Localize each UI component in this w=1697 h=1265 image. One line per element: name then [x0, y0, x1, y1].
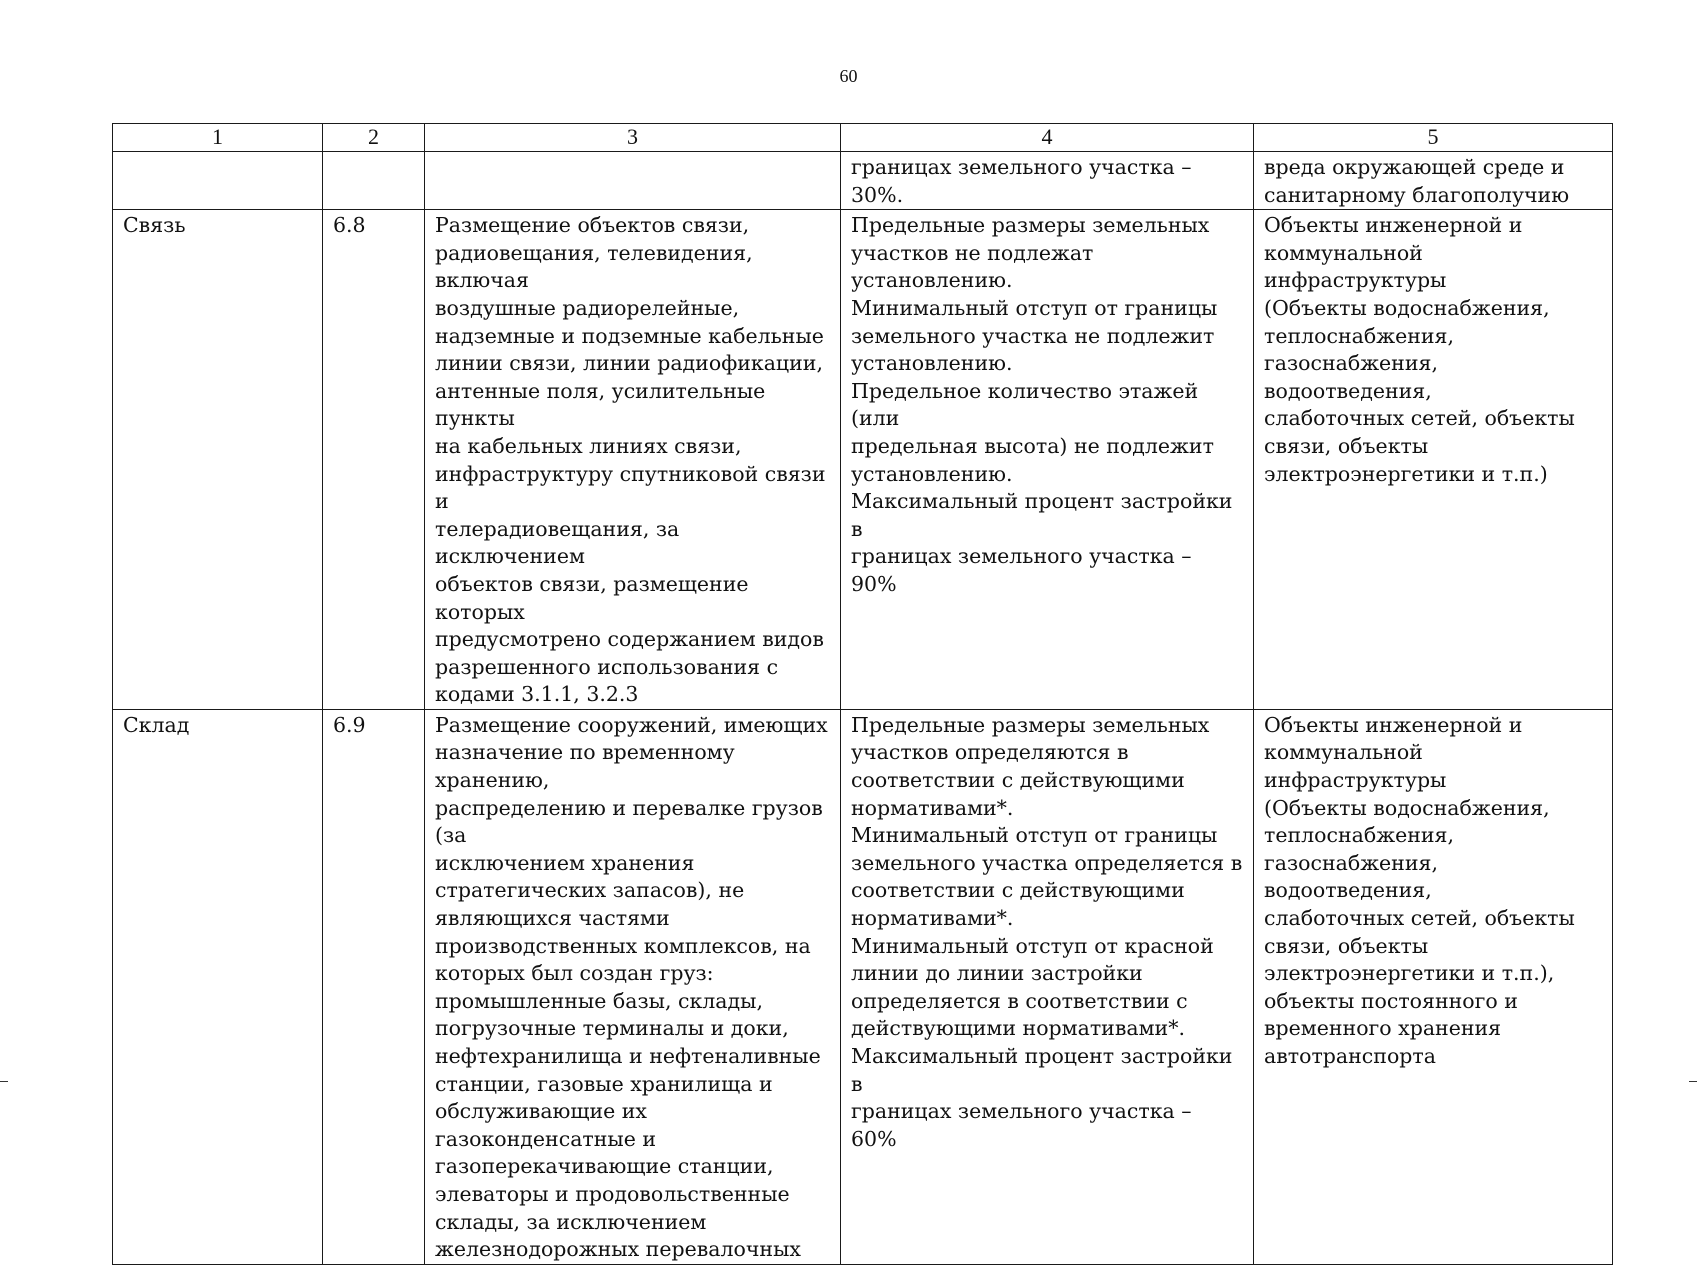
table-row-continuation [113, 152, 1613, 210]
land-use-code-cell: 6.9 [323, 709, 425, 1264]
land-use-description-cell: Размещение объектов связи, радиовещания, телевидения, включая воздушные радиорелейные, надземные и подземные кабельные линии связи, линии радиофикации, антенные поля, усилительные пункты на кабельных линиях связи, инфраструктуру спутниковой связи и телерадиовещания, за исключением объектов связи, размещение которых предусмотрено содержанием видов разрешенного использования с кодами 3.1.1, 3.2.3 [425, 210, 841, 710]
land-use-code-cell: 6.8 [323, 210, 425, 710]
column-number-row [113, 124, 1613, 152]
parameters-cell: Предельные размеры земельных участков не подлежат установлению. Минимальный отступ от границы земельного участка не подлежит установлению. Предельное количество этажей (или предельная высота) не подлежит установлению. Максимальный процент застройки в границах земельного участка – 90% [841, 210, 1254, 710]
parameters-cell: Предельные размеры земельных участков определяются в соответствии с действующими нормативами*. Минимальный отступ от границы земельного участка определяется в соответствии с действующими нормативами*. Минимальный отступ от красной линии до линии застройки определяется в соответствии с действующими нормативами*. Максимальный процент застройки в границах земельного участка – 60% [841, 709, 1254, 1264]
column-header-3: 3 [425, 124, 841, 152]
land-use-description-cell [425, 152, 841, 210]
auxiliary-use-cell: вреда окружающей среде и санитарному благополучию [1254, 152, 1613, 210]
table-row-warehouse [113, 709, 1613, 1264]
land-use-table [112, 123, 1613, 1265]
scan-mark-left [0, 1081, 8, 1082]
scan-mark-right [1689, 1081, 1697, 1082]
auxiliary-use-cell: Объекты инженерной и коммунальной инфраструктуры (Объекты водоснабжения, теплоснабжения, газоснабжения, водоотведения, слаботочных сетей, объекты связи, объекты электроэнергетики и т.п.), объекты постоянного и временного хранения автотранспорта [1254, 709, 1613, 1264]
parameters-cell: границах земельного участка – 30%. [841, 152, 1254, 210]
column-header-2: 2 [323, 124, 425, 152]
auxiliary-use-cell: Объекты инженерной и коммунальной инфраструктуры (Объекты водоснабжения, теплоснабжения, газоснабжения, водоотведения, слаботочных сетей, объекты связи, объекты электроэнергетики и т.п.) [1254, 210, 1613, 710]
page-number: 60 [839, 66, 858, 86]
land-use-name-cell: Склад [113, 709, 323, 1264]
column-header-1: 1 [113, 124, 323, 152]
table-row-communications [113, 210, 1613, 710]
land-use-code-cell [323, 152, 425, 210]
column-header-4: 4 [841, 124, 1254, 152]
land-use-name-cell [113, 152, 323, 210]
land-use-name-cell: Связь [113, 210, 323, 710]
column-header-5: 5 [1254, 124, 1613, 152]
land-use-description-cell: Размещение сооружений, имеющих назначение по временному хранению, распределению и перевалке грузов (за исключением хранения стратегических запасов), не являющихся частями производственных комплексов, на которых был создан груз: промышленные базы, склады, погрузочные терминалы и доки, нефтехранилища и нефтеналивные станции, газовые хранилища и обслуживающие их газоконденсатные и газоперекачивающие станции, элеваторы и продовольственные склады, за исключением железнодорожных перевалочных [425, 709, 841, 1264]
